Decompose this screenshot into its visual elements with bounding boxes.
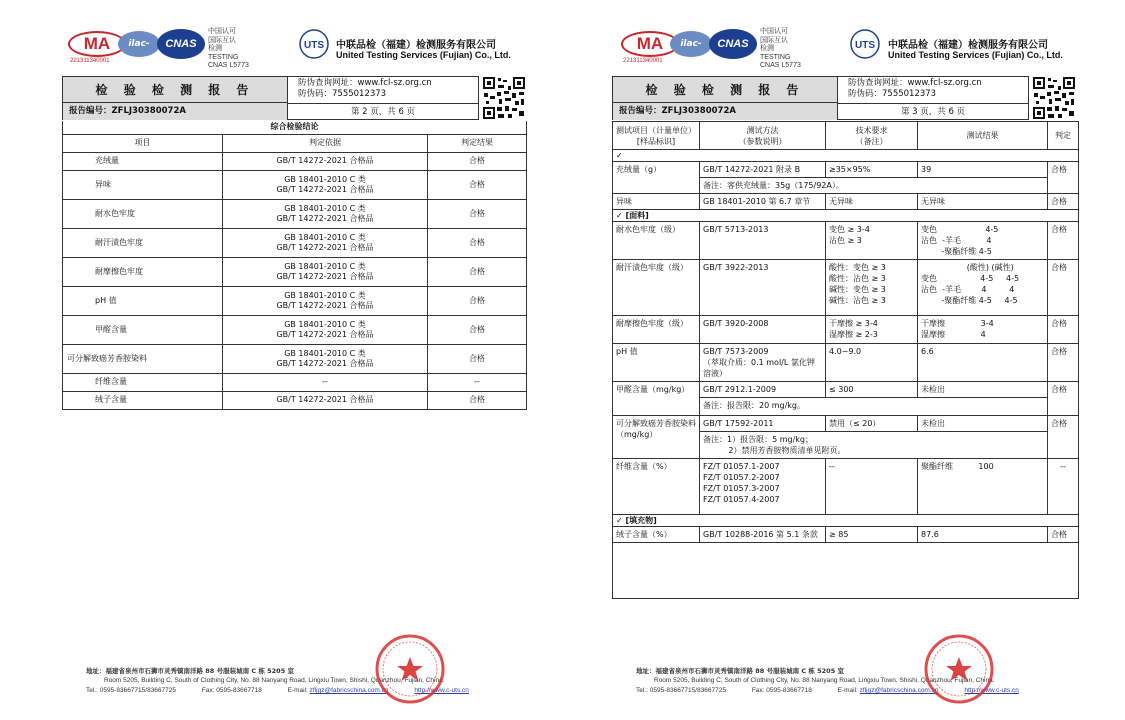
table-caption: 综合检验结论 [63, 121, 527, 134]
column-header: 项目 [63, 134, 223, 152]
company-name-en: United Testing Services (Fujian) Co., Ltd. [888, 50, 1063, 60]
section-check-row: ✓ [613, 150, 1079, 162]
column-header: 判定 [1048, 122, 1079, 150]
report-title: 检 验 检 测 报 告 [63, 77, 288, 103]
report-header-box [612, 76, 1029, 120]
column-header: 测试结果 [918, 122, 1048, 150]
report-header-box [62, 76, 479, 120]
email-link[interactable]: zfljgz@fabricschina.com.cn [309, 687, 389, 694]
table-row: 纤维含量（%） FZ/T 01057.1-2007 FZ/T 01057.2-2007 FZ/T 01057.3-2007 FZ/T 01057.4-2007 -- 聚酯纤维 100 -- [613, 459, 1079, 515]
note: 备注：1）报告限：5 mg/kg； 2）禁用芳香胺物质清单见附页。 [700, 432, 1048, 459]
cma-logo: MA [621, 31, 679, 57]
footer-address-cn: 地址：福建省泉州市石狮市灵秀镇南洋路 88 号服装城南 C 栋 5205 室 [636, 667, 844, 675]
blank-area [613, 543, 1079, 599]
report-page-2 [0, 0, 562, 720]
company-seal-icon [374, 633, 446, 705]
ilac-mra-logo: ilac-MRA [670, 31, 712, 57]
page-indicator: 第 2 页，共 6 页 [288, 103, 478, 120]
column-header: 判定依据 [223, 134, 428, 152]
company-name-en: United Testing Services (Fujian) Co., Ltd. [336, 50, 511, 60]
table-row: 耐摩擦色牢度 GB 18401-2010 C 类 GB/T 14272-2021 合格品 合格 [63, 257, 527, 286]
column-header: 测试项目（计量单位） [样品标识] [613, 122, 700, 150]
company-seal-icon [923, 633, 995, 705]
section-filling: ✓ [填充物] [613, 515, 1079, 527]
cma-number: 221311340001 [70, 58, 110, 64]
cnas-logo: CNAS [709, 29, 757, 59]
uts-logo-icon [298, 28, 330, 62]
test-results-table [612, 121, 1079, 599]
conclusion-table [62, 121, 527, 410]
page-indicator: 第 3 页，共 6 页 [838, 103, 1028, 120]
column-header: 判定结果 [428, 134, 527, 152]
table-row: 绒子含量（%） GB/T 10288-2016 第 5.1 条款 ≥ 85 87.6 合格 [613, 527, 1079, 543]
verify-info: 防伪查询网址：www.fcl-sz.org.cn 防伪码：7555012373 [848, 78, 982, 99]
svg-text:UTS: UTS [855, 40, 875, 51]
footer-address-cn: 地址：福建省泉州市石狮市灵秀镇南洋路 88 号服装城南 C 栋 5205 室 [86, 667, 294, 675]
table-row: 可分解致癌芳香胺染料 GB 18401-2010 C 类 GB/T 14272-2021 合格品 合格 [63, 344, 527, 373]
cnas-logo: CNAS [157, 29, 205, 59]
accreditation-text: 中国认可 国际互认 检测 TESTING CNAS L5773 [760, 28, 801, 69]
email-link[interactable]: zfljgz@fabricschina.com.cn [859, 687, 939, 694]
section-fabric: ✓ [面料] [613, 210, 1079, 222]
note: 备注：客供充绒量：35g（175/92A）。 [700, 178, 1048, 194]
svg-text:UTS: UTS [304, 40, 324, 51]
company-name-cn: 中联品检（福建）检测服务有限公司 [888, 40, 1048, 51]
website-link[interactable]: http://www.c-uts.cn [964, 687, 1019, 694]
table-row: 异味 GB 18401-2010 C 类 GB/T 14272-2021 合格品 合格 [63, 170, 527, 199]
table-row: 可分解致癌芳香胺染料（mg/kg） GB/T 17592-2011 禁用（≤ 20） 未检出 合格 [613, 416, 1079, 432]
report-page-3 [563, 0, 1125, 720]
table-row: pH 值 GB/T 7573-2009 （萃取介质：0.1 mol/L 氯化钾 溶液） 4.0~9.0 6.6 合格 [613, 344, 1079, 382]
column-header: 技术要求 （备注） [826, 122, 918, 150]
website-link[interactable]: http://www.c-uts.cn [414, 687, 469, 694]
report-title: 检 验 检 测 报 告 [613, 77, 838, 103]
table-row: 耐汗渍色牢度（级） GB/T 3922-2013 酸性：变色 ≥ 3 酸性：沾色 ≥ 3 碱性：变色 ≥ 3 碱性：沾色 ≥ 3 (酸性) (碱性) 变色 4-5 4-5 沾色 -羊毛 4 4 -聚酯纤维 4-5 4-5 合格 [613, 260, 1079, 316]
report-number: 报告编号：ZFLJ30380072A [63, 103, 288, 120]
table-row: 纤维含量 -- -- [63, 373, 527, 391]
verify-info: 防伪查询网址：www.fcl-sz.org.cn 防伪码：7555012373 [298, 78, 432, 99]
table-row: 甲醛含量 GB 18401-2010 C 类 GB/T 14272-2021 合格品 合格 [63, 315, 527, 344]
note: 备注：报告限：20 mg/kg。 [700, 398, 1048, 416]
table-row: 耐摩擦色牢度（级） GB/T 3920-2008 干摩擦 ≥ 3-4 湿摩擦 ≥ 2-3 干摩擦 3-4 湿摩擦 4 合格 [613, 316, 1079, 344]
qr-code-icon [1032, 76, 1076, 120]
footer-address-en: Room 5205, Building C, South of Clothing City, No. 88 Nanyang Road, Lingxiu Town, Shishi, Quanzhou, Fujian, China. [104, 677, 445, 684]
uts-logo-icon [849, 28, 881, 62]
column-header: 测试方法 （参数说明） [700, 122, 826, 150]
table-row: 异味 GB 18401-2010 第 6.7 章节 无异味 无异味 合格 [613, 194, 1079, 210]
report-number: 报告编号：ZFLJ30380072A [613, 103, 838, 120]
cma-logo: MA [68, 31, 126, 57]
cma-number: 221311340001 [623, 58, 663, 64]
table-row: 耐水色牢度 GB 18401-2010 C 类 GB/T 14272-2021 合格品 合格 [63, 199, 527, 228]
qr-code-icon [482, 76, 526, 120]
accreditation-text: 中国认可 国际互认 检测 TESTING CNAS L5773 [208, 28, 249, 69]
table-row: 耐水色牢度（级） GB/T 5713-2013 变色 ≥ 3-4 沾色 ≥ 3 变色 4-5 沾色 -羊毛 4 -聚酯纤维 4-5 合格 [613, 222, 1079, 260]
footer-contacts: Tel.: 0595-83667715/83667725 Fax: 0595-83667718 E-mail: zfljgz@fabricschina.com.cn http://www.c-uts.cn [86, 687, 469, 694]
table-row: 耐汗渍色牢度 GB 18401-2010 C 类 GB/T 14272-2021 合格品 合格 [63, 228, 527, 257]
table-row: 绒子含量 GB/T 14272-2021 合格品 合格 [63, 391, 527, 409]
company-name-cn: 中联品检（福建）检测服务有限公司 [336, 40, 496, 51]
footer-address-en: Room 5205, Building C, South of Clothing City, No. 88 Nanyang Road, Lingxiu Town, Shishi, Quanzhou, Fujian, China. [654, 677, 995, 684]
table-row: pH 值 GB 18401-2010 C 类 GB/T 14272-2021 合格品 合格 [63, 286, 527, 315]
footer-contacts: Tel.: 0595-83667715/83667725 Fax: 0595-83667718 E-mail: zfljgz@fabricschina.com.cn http://www.c-uts.cn [636, 687, 1019, 694]
table-row: 甲醛含量（mg/kg） GB/T 2912.1-2009 ≤ 300 未检出 合格 [613, 382, 1079, 398]
table-row: 充绒量（g） GB/T 14272-2021 附录 B ≥35×95% 39 合格 [613, 162, 1079, 178]
table-row: 充绒量 GB/T 14272-2021 合格品 合格 [63, 152, 527, 170]
ilac-mra-logo: ilac-MRA [118, 31, 160, 57]
